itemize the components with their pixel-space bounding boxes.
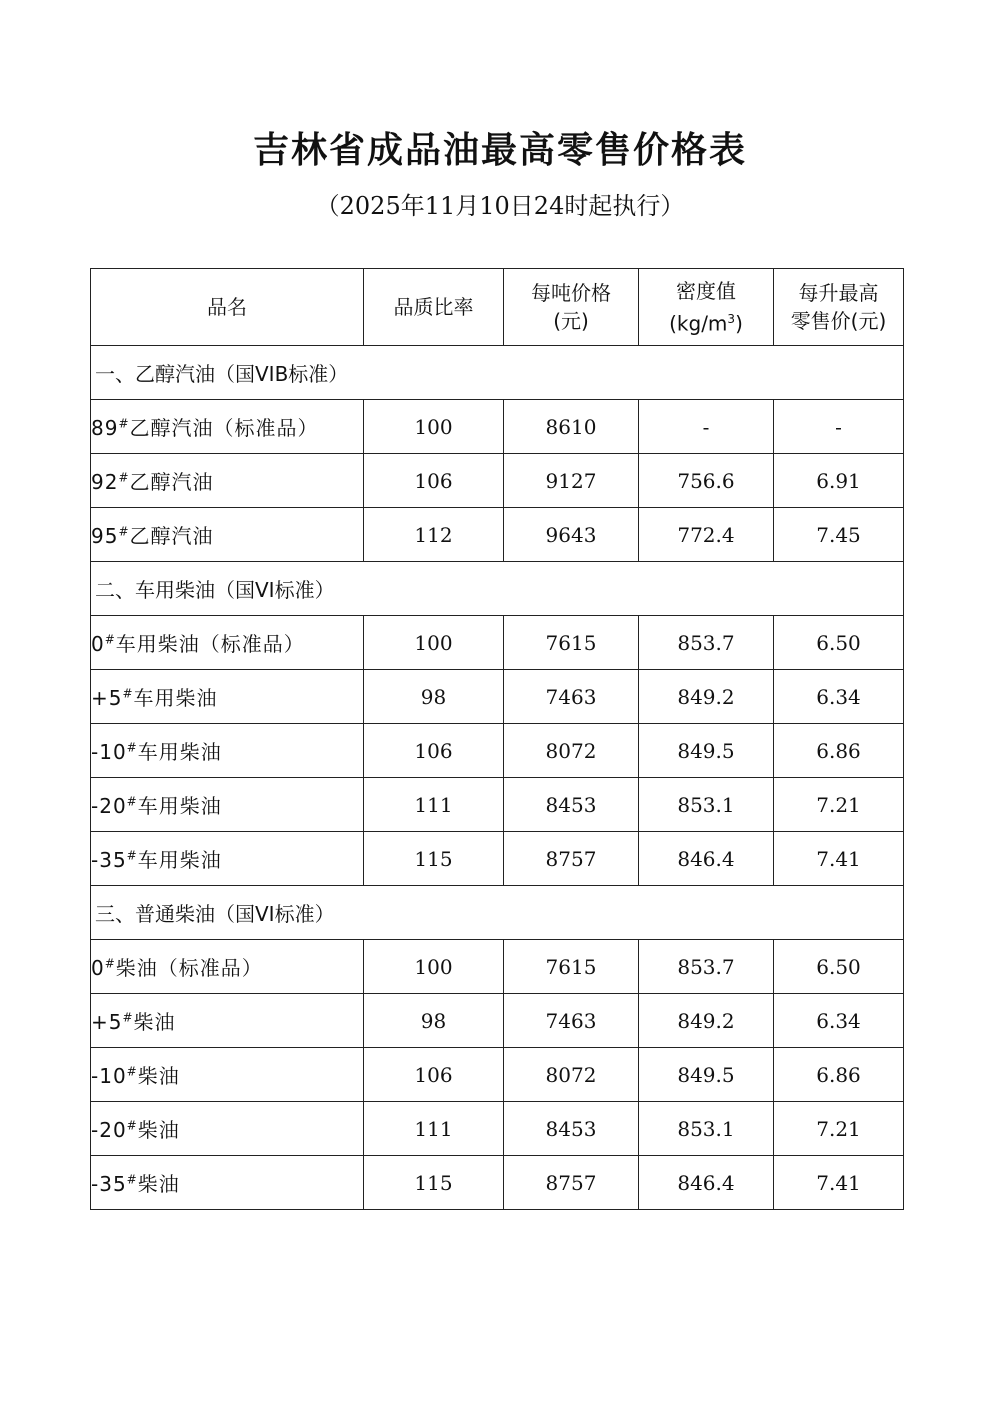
quality-ratio: 111 bbox=[364, 778, 504, 832]
price-per-ton: 8757 bbox=[504, 832, 639, 886]
product-name: 95#乙醇汽油 bbox=[91, 508, 364, 562]
table-row bbox=[91, 1102, 904, 1156]
product-name: -35#车用柴油 bbox=[91, 832, 364, 886]
quality-ratio: 111 bbox=[364, 1102, 504, 1156]
density-value: 846.4 bbox=[639, 832, 774, 886]
product-name: -20#车用柴油 bbox=[91, 778, 364, 832]
table-row bbox=[91, 508, 904, 562]
table-header-row bbox=[91, 269, 904, 346]
retail-price-per-liter: - bbox=[774, 400, 904, 454]
table-row bbox=[91, 1156, 904, 1210]
quality-ratio: 115 bbox=[364, 832, 504, 886]
density-value: 853.7 bbox=[639, 616, 774, 670]
quality-ratio: 106 bbox=[364, 724, 504, 778]
product-name: 0#车用柴油（标准品） bbox=[91, 616, 364, 670]
retail-price-per-liter: 6.91 bbox=[774, 454, 904, 508]
retail-price-per-liter: 7.21 bbox=[774, 778, 904, 832]
density-value: 846.4 bbox=[639, 1156, 774, 1210]
density-value: 849.5 bbox=[639, 1048, 774, 1102]
quality-ratio: 115 bbox=[364, 1156, 504, 1210]
price-per-ton: 8610 bbox=[504, 400, 639, 454]
density-value: 853.7 bbox=[639, 940, 774, 994]
quality-ratio: 100 bbox=[364, 616, 504, 670]
effective-date-subtitle: （2025年11月10日24时起执行） bbox=[315, 192, 685, 220]
section-title: 二、车用柴油（国VI标准） bbox=[91, 562, 904, 616]
section-row bbox=[91, 562, 904, 616]
product-name: +5#车用柴油 bbox=[91, 670, 364, 724]
price-per-ton: 9127 bbox=[504, 454, 639, 508]
price-per-ton: 8072 bbox=[504, 1048, 639, 1102]
density-value: 849.5 bbox=[639, 724, 774, 778]
price-per-ton: 8453 bbox=[504, 778, 639, 832]
quality-ratio: 98 bbox=[364, 670, 504, 724]
density-value: 853.1 bbox=[639, 778, 774, 832]
product-name: 89#乙醇汽油（标准品） bbox=[91, 400, 364, 454]
table-row bbox=[91, 400, 904, 454]
retail-price-per-liter: 6.50 bbox=[774, 940, 904, 994]
table-row bbox=[91, 940, 904, 994]
retail-price-per-liter: 7.41 bbox=[774, 832, 904, 886]
section-row bbox=[91, 346, 904, 400]
price-per-ton: 8757 bbox=[504, 1156, 639, 1210]
retail-price-per-liter: 7.21 bbox=[774, 1102, 904, 1156]
table-row bbox=[91, 616, 904, 670]
product-name: -10#车用柴油 bbox=[91, 724, 364, 778]
quality-ratio: 112 bbox=[364, 508, 504, 562]
table-row bbox=[91, 994, 904, 1048]
table-row bbox=[91, 832, 904, 886]
product-name: -10#柴油 bbox=[91, 1048, 364, 1102]
price-per-ton: 7463 bbox=[504, 670, 639, 724]
retail-price-per-liter: 6.86 bbox=[774, 724, 904, 778]
density-value: - bbox=[639, 400, 774, 454]
price-per-ton: 7615 bbox=[504, 616, 639, 670]
header-price: 每吨价格 (元) bbox=[504, 269, 639, 346]
quality-ratio: 100 bbox=[364, 940, 504, 994]
price-per-ton: 7463 bbox=[504, 994, 639, 1048]
retail-price-per-liter: 7.45 bbox=[774, 508, 904, 562]
density-value: 849.2 bbox=[639, 994, 774, 1048]
retail-price-per-liter: 6.34 bbox=[774, 670, 904, 724]
product-name: 0#柴油（标准品） bbox=[91, 940, 364, 994]
retail-price-per-liter: 6.34 bbox=[774, 994, 904, 1048]
quality-ratio: 106 bbox=[364, 454, 504, 508]
product-name: +5#柴油 bbox=[91, 994, 364, 1048]
density-value: 772.4 bbox=[639, 508, 774, 562]
header-retail: 每升最高 零售价(元) bbox=[774, 269, 904, 346]
quality-ratio: 106 bbox=[364, 1048, 504, 1102]
price-per-ton: 7615 bbox=[504, 940, 639, 994]
density-value: 849.2 bbox=[639, 670, 774, 724]
retail-price-per-liter: 7.41 bbox=[774, 1156, 904, 1210]
header-name: 品名 bbox=[91, 269, 364, 346]
quality-ratio: 100 bbox=[364, 400, 504, 454]
page-title: 吉林省成品油最高零售价格表 bbox=[252, 130, 747, 171]
section-row bbox=[91, 886, 904, 940]
price-per-ton: 8453 bbox=[504, 1102, 639, 1156]
table-row bbox=[91, 1048, 904, 1102]
header-density: 密度值 $(kg/m^3)$ bbox=[639, 269, 774, 346]
table-row bbox=[91, 454, 904, 508]
section-title: 三、普通柴油（国VI标准） bbox=[91, 886, 904, 940]
price-per-ton: 9643 bbox=[504, 508, 639, 562]
table-row bbox=[91, 778, 904, 832]
price-per-ton: 8072 bbox=[504, 724, 639, 778]
header-ratio: 品质比率 bbox=[364, 269, 504, 346]
table-row bbox=[91, 670, 904, 724]
density-value: 853.1 bbox=[639, 1102, 774, 1156]
quality-ratio: 98 bbox=[364, 994, 504, 1048]
product-name: 92#乙醇汽油 bbox=[91, 454, 364, 508]
price-table bbox=[90, 268, 904, 1210]
product-name: -20#柴油 bbox=[91, 1102, 364, 1156]
density-value: 756.6 bbox=[639, 454, 774, 508]
retail-price-per-liter: 6.50 bbox=[774, 616, 904, 670]
table-row bbox=[91, 724, 904, 778]
retail-price-per-liter: 6.86 bbox=[774, 1048, 904, 1102]
section-title: 一、乙醇汽油（国VIB标准） bbox=[91, 346, 904, 400]
product-name: -35#柴油 bbox=[91, 1156, 364, 1210]
